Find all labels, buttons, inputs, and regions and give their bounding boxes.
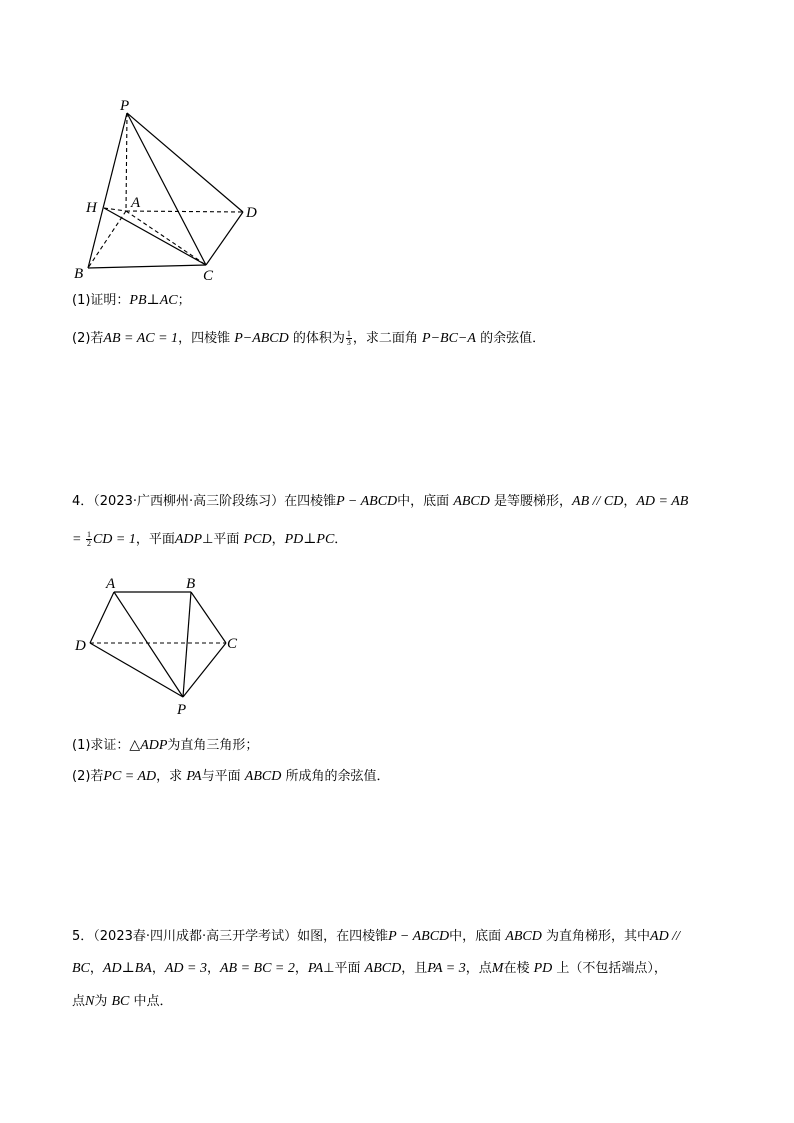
q5-text: 5．（2023春·四川成都·高三开学考试）如图，在四棱锥 (72, 929, 389, 944)
q3-part2-text: (2)若 (72, 331, 104, 346)
q3-part2-text: ，求二面角 (352, 331, 423, 346)
q5-math: AD // (650, 929, 680, 944)
q4-text: ⊥平面 (202, 532, 244, 547)
q5-math: ABCD (505, 929, 542, 944)
q5-math: BC (72, 961, 90, 976)
vertex-label-h: H (86, 200, 97, 216)
q4-stem-line-2 (72, 531, 347, 549)
q3-part2-math: P−ABCD (234, 331, 289, 346)
q4-text: 是等腰梯形， (489, 494, 573, 509)
q4-math: CD = 1 (92, 532, 136, 547)
q4-math: = (72, 532, 85, 547)
q4-text: ， (623, 494, 637, 509)
q3-part2-math: AB = AC = 1 (103, 331, 179, 346)
q5-text: ，且 (401, 961, 428, 976)
vertex-label-d: D (246, 205, 257, 221)
q4-text: ，平面 (135, 532, 175, 547)
q4-text: ， (271, 532, 285, 547)
q4-part2-math: ABCD (244, 769, 282, 784)
q5-text: ， (151, 961, 165, 976)
q5-math: N (85, 994, 95, 1009)
q4-part2-text: ，求 (156, 769, 187, 784)
q4-part1 (72, 737, 258, 755)
q3-part2-text: ，四棱锥 (178, 331, 235, 346)
q4-part1-math: △ADP (129, 738, 168, 753)
q5-text: 中，底面 (449, 929, 506, 944)
q3-part2-text: 的体积为 (288, 331, 345, 346)
vertex-label-p: P (120, 98, 130, 114)
vertex-label-c: C (203, 268, 214, 284)
q3-part2 (72, 330, 545, 348)
q4-part2-text: 所成角的余弦值． (281, 769, 390, 784)
q4-text: ． (334, 532, 348, 547)
q5-math: PA (307, 961, 324, 976)
q5-text: 为直角梯形，其中 (541, 929, 651, 944)
vertex-label-a: A (131, 195, 141, 211)
q3-part1 (72, 292, 191, 310)
pyramid-figure-2 (66, 570, 256, 720)
vertex-label-c: C (227, 636, 238, 652)
q5-stem-line-2 (72, 960, 667, 978)
fraction-one-third (346, 330, 352, 347)
q3-part1-text: (1)证明： (72, 293, 130, 308)
q3-part1-math: PB⊥AC (129, 293, 178, 308)
q5-text: 中点． (129, 994, 173, 1009)
q4-text: 中，底面 (397, 494, 454, 509)
fraction-numerator: 1 (346, 329, 351, 338)
q5-math: P − ABCD (388, 929, 450, 944)
q5-text: 在棱 (503, 961, 534, 976)
fraction-numerator: 1 (86, 530, 91, 539)
q5-text: 为 (94, 994, 112, 1009)
q5-math: PD (533, 961, 553, 976)
q3-part2-text: 的余弦值． (475, 331, 546, 346)
q5-text: 上（不包括端点）， (552, 961, 667, 976)
vertex-label-b: B (74, 266, 84, 282)
q4-text: 4．（2023·广西柳州·高三阶段练习）在四棱锥 (72, 494, 337, 509)
fraction-denominator: 2 (86, 539, 91, 548)
q5-text: ，点 (465, 961, 492, 976)
fraction-one-half (86, 531, 92, 548)
q4-math: ADP (174, 532, 203, 547)
q5-text: ， (206, 961, 220, 976)
q5-math: M (491, 961, 504, 976)
q4-math: AB // CD (572, 494, 624, 509)
q4-part2-text: (2)若 (72, 769, 104, 784)
q4-math: PCD (243, 532, 272, 547)
fraction-denominator: 3 (346, 338, 351, 347)
vertex-label-a: A (106, 576, 116, 592)
q4-part2-math: PC = AD (103, 769, 157, 784)
q3-part1-suffix: ； (177, 293, 191, 308)
q4-math: PD⊥PC (284, 532, 335, 547)
vertex-label-p: P (177, 702, 187, 718)
q5-math: AD⊥BA (102, 961, 152, 976)
q5-text: ， (89, 961, 103, 976)
pyramid-figure-1 (60, 90, 280, 290)
vertex-label-b: B (186, 576, 196, 592)
q4-part1-text: 为直角三角形； (167, 738, 259, 753)
q5-text: ⊥平面 (323, 961, 365, 976)
q5-text: ， (294, 961, 308, 976)
q5-math: BC (111, 994, 130, 1009)
q5-stem-line-3 (72, 993, 173, 1011)
q5-math: AD = 3 (164, 961, 207, 976)
q4-math: P − ABCD (336, 494, 398, 509)
q4-part2-math: PA (186, 769, 202, 784)
vertex-label-d: D (75, 638, 86, 654)
q4-part2 (72, 768, 389, 786)
q5-math: ABCD (364, 961, 402, 976)
q4-math: AD = AB (636, 494, 689, 509)
q4-part1-text: (1)求证： (72, 738, 130, 753)
q4-part2-text: 与平面 (201, 769, 245, 784)
q4-math: ABCD (453, 494, 490, 509)
q5-math: PA = 3 (427, 961, 466, 976)
q5-stem-line-1 (72, 928, 680, 946)
q5-text: 点 (72, 994, 86, 1009)
q4-stem-line-1 (72, 493, 688, 511)
q5-math: AB = BC = 2 (219, 961, 295, 976)
q3-part2-math: P−BC−A (422, 331, 476, 346)
